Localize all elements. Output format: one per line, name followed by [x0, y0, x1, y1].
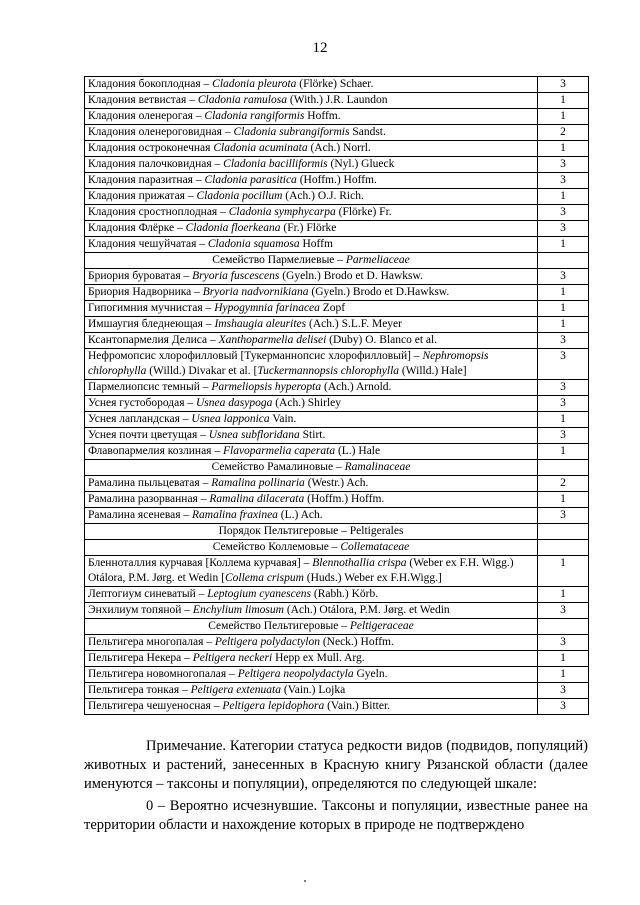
- table-row: [85, 125, 589, 141]
- note-section: [84, 737, 588, 835]
- latin-name: Cladonia symphycarpa: [228, 206, 336, 218]
- status-category-cell: 3: [538, 428, 589, 444]
- status-category-cell: 1: [538, 285, 589, 301]
- latin-name: Usnea subfloridana: [208, 429, 300, 441]
- table-row: [85, 237, 589, 253]
- latin-name: Usnea lapponica: [191, 413, 270, 425]
- author-citation: Gyeln.: [353, 668, 388, 680]
- latin-name: Bryoria nadvornikiana: [202, 286, 309, 298]
- status-category-cell: 1: [538, 651, 589, 667]
- table-row: [85, 651, 589, 667]
- table-row: [85, 556, 589, 587]
- species-table: [84, 76, 589, 715]
- author-citation: (Flörke) Schaer.: [296, 78, 374, 90]
- latin-name: Cladonia pocillum: [196, 190, 283, 202]
- russian-name: Кладония прижатая –: [88, 190, 197, 202]
- status-category-cell: 1: [538, 667, 589, 683]
- species-name-cell: [85, 109, 538, 125]
- latin-name: Bryoria fuscescens: [192, 270, 280, 282]
- russian-name: Семейство Коллемовые –: [212, 541, 341, 553]
- latin-name: Leptogium cyanescens: [207, 588, 312, 600]
- russian-name: Семейство Пельтигеровые –: [208, 620, 350, 632]
- section-title-cell: [85, 460, 538, 476]
- russian-name: Пельтигера новомногопалая –: [88, 668, 238, 680]
- species-name-cell: [85, 349, 538, 380]
- russian-name: Кладония палочковидная –: [88, 158, 224, 170]
- species-name-cell: [85, 492, 538, 508]
- latin-name: Peltigera polydactylon: [214, 636, 320, 648]
- table-row: [85, 173, 589, 189]
- status-category-cell: 1: [538, 587, 589, 603]
- table-row: [85, 603, 589, 619]
- russian-name: Семейство Рамалиновые –: [211, 461, 345, 473]
- author-citation: Hepp ex Mull. Arg.: [272, 652, 365, 664]
- author-citation: (Rabh.) Körb.: [311, 588, 379, 600]
- author-citation: (Weber ex F.H. Wigg.) Otálora, P.M. Jørg. et Wedin [: [88, 557, 514, 584]
- author-citation: (L.) Ach.: [277, 509, 323, 521]
- author-citation: (Flörke) Fr.: [335, 206, 392, 218]
- species-name-cell: [85, 141, 538, 157]
- russian-name: Кладония остроконечная: [88, 142, 214, 154]
- latin-name: Ramalina pollinaria: [211, 477, 305, 489]
- status-category-cell: 3: [538, 683, 589, 699]
- latin-name: Ramalina fraxinea: [192, 509, 278, 521]
- species-name-cell: [85, 125, 538, 141]
- author-citation: (Willd.) Divakar et al. [: [146, 365, 258, 377]
- russian-name: Пельтигера тонкая –: [88, 684, 191, 696]
- species-name-cell: [85, 301, 538, 317]
- table-row: [85, 317, 589, 333]
- table-row: [85, 301, 589, 317]
- russian-name: Бриория буроватая –: [88, 270, 193, 282]
- author-citation: Hoffm: [299, 238, 333, 250]
- species-name-cell: [85, 476, 538, 492]
- latin-name: Peltigera extenuata: [190, 684, 281, 696]
- latin-name: Collemataceae: [340, 541, 410, 553]
- author-citation: (Westr.) Ach.: [304, 477, 369, 489]
- species-name-cell: [85, 683, 538, 699]
- author-citation: (Vain.) Bitter.: [324, 700, 391, 712]
- species-name-cell: [85, 412, 538, 428]
- author-citation: (Vain.) Lojka: [281, 684, 346, 696]
- status-category-cell: 3: [538, 269, 589, 285]
- latin-name: Ramalinaceae: [344, 461, 411, 473]
- status-category-cell: 3: [538, 380, 589, 396]
- status-category-cell: 3: [538, 396, 589, 412]
- russian-name: Уснея почти цветущая –: [88, 429, 209, 441]
- status-category-cell: 1: [538, 412, 589, 428]
- table-row: [85, 428, 589, 444]
- status-category-cell: 3: [538, 173, 589, 189]
- table-row: [85, 667, 589, 683]
- section-header-row: [85, 524, 589, 540]
- species-name-cell: [85, 317, 538, 333]
- status-category-cell: 3: [538, 699, 589, 715]
- species-name-cell: [85, 269, 538, 285]
- latin-name: Blennothallia crispa: [312, 557, 407, 569]
- russian-name: Пельтигера многопалая –: [88, 636, 215, 648]
- author-citation: Zopf: [319, 302, 346, 314]
- table-row: [85, 141, 589, 157]
- russian-name: Лептогиум синеватый –: [88, 588, 208, 600]
- latin-name: Parmeliopsis hyperopta: [211, 381, 322, 393]
- table-row: [85, 205, 589, 221]
- status-category-cell: 3: [538, 603, 589, 619]
- author-citation: (Hoffm.) Hoffm.: [296, 174, 377, 186]
- table-row: [85, 333, 589, 349]
- latin-name: Peltigera neopolydactyla: [237, 668, 354, 680]
- latin-name: Cladonia rangiformis: [204, 110, 305, 122]
- russian-name: Нефромопсис хлорофилловый [Тукерманнопсис хлорофилловый] –: [88, 350, 423, 362]
- latin-name: Enchylium limosum: [192, 604, 284, 616]
- russian-name: Уснея густобородая –: [88, 397, 196, 409]
- russian-name: Рамалина пыльцеватая –: [88, 477, 212, 489]
- latin-name: Peltigera neckeri: [192, 652, 273, 664]
- russian-name: Кладония паразитная –: [88, 174, 205, 186]
- note-paragraph-1: Примечание. Категории статуса редкости видов (подвидов, популяций) животных и растений, занесенных в Красную книгу Рязанской области (далее именуются – таксоны и популяции), определяются по следующей шкале:: [84, 738, 588, 792]
- species-name-cell: [85, 157, 538, 173]
- russian-name: Рамалина ясеневая –: [88, 509, 192, 521]
- russian-name: Имшаугия бледнеющая –: [88, 318, 215, 330]
- page-dot: [304, 880, 306, 882]
- author-citation: (L.) Hale: [335, 445, 381, 457]
- table-row: [85, 221, 589, 237]
- russian-name: Флавопармелия козлиная –: [88, 445, 223, 457]
- russian-name: Ксантопармелия Делиса –: [88, 334, 219, 346]
- russian-name: Пармелиопсис темный –: [88, 381, 212, 393]
- latin-name: Flavoparmelia caperata: [222, 445, 336, 457]
- author-citation: (Ach.) Shirley: [272, 397, 342, 409]
- table-row: [85, 699, 589, 715]
- status-category-cell: 2: [538, 476, 589, 492]
- latin-name: Imshaugia aleurites: [214, 318, 307, 330]
- status-category-cell: 1: [538, 109, 589, 125]
- latin-name: Hypogymnia farinacea: [214, 302, 320, 314]
- table-row: [85, 93, 589, 109]
- synonym-author-citation: (Willd.) Hale]: [399, 365, 467, 377]
- species-table-body: [85, 77, 589, 715]
- synonym-author-citation: (Huds.) Weber ex F.H.Wigg.]: [303, 572, 442, 584]
- russian-name: Кладония чешуйчатая –: [88, 238, 208, 250]
- latin-name: Peltigera lepidophora: [222, 700, 325, 712]
- species-name-cell: [85, 221, 538, 237]
- species-name-cell: [85, 444, 538, 460]
- species-name-cell: [85, 651, 538, 667]
- status-category-cell: 1: [538, 492, 589, 508]
- russian-name: Кладония оленероговидная –: [88, 126, 234, 138]
- section-title-cell: [85, 524, 538, 540]
- species-name-cell: [85, 508, 538, 524]
- russian-name: Семейство Пармелиевые –: [212, 254, 346, 266]
- author-citation: (Hoffm.) Hoffm.: [304, 493, 385, 505]
- author-citation: (With.) J.R. Laundon: [286, 94, 388, 106]
- section-header-row: [85, 253, 589, 269]
- latin-synonym: Collema crispum: [224, 572, 304, 584]
- russian-name: Кладония бокоплодная –: [88, 78, 213, 90]
- species-name-cell: [85, 205, 538, 221]
- russian-name: Рамалина разорванная –: [88, 493, 210, 505]
- russian-name: Энхилиум топяной –: [88, 604, 193, 616]
- status-category-cell: 3: [538, 349, 589, 380]
- status-category-cell: 1: [538, 141, 589, 157]
- table-row: [85, 380, 589, 396]
- species-name-cell: [85, 380, 538, 396]
- species-name-cell: [85, 237, 538, 253]
- table-row: [85, 508, 589, 524]
- author-citation: (Ach.) O.J. Rich.: [282, 190, 364, 202]
- species-name-cell: [85, 635, 538, 651]
- latin-name: Nephromopsis chlorophylla: [88, 350, 489, 377]
- species-name-cell: [85, 603, 538, 619]
- status-category-cell: [538, 540, 589, 556]
- author-citation: (Neck.) Hoffm.: [319, 636, 394, 648]
- status-category-cell: 1: [538, 189, 589, 205]
- latin-name: Xanthoparmelia delisei: [218, 334, 327, 346]
- status-category-cell: 2: [538, 125, 589, 141]
- author-citation: Sandst.: [349, 126, 386, 138]
- table-row: [85, 635, 589, 651]
- author-citation: (Ach.) Otálora, P.M. Jørg. et Wedin: [283, 604, 450, 616]
- russian-name: Порядок Пельтигеровые – Peltigerales: [218, 525, 404, 537]
- status-category-cell: 1: [538, 317, 589, 333]
- status-category-cell: 1: [538, 556, 589, 587]
- latin-synonym: Tuckermannopsis chlorophylla: [257, 365, 400, 377]
- table-row: [85, 77, 589, 93]
- status-category-cell: 3: [538, 635, 589, 651]
- species-name-cell: [85, 396, 538, 412]
- status-category-cell: 1: [538, 93, 589, 109]
- russian-name: Уснея лапландская –: [88, 413, 192, 425]
- status-category-cell: [538, 460, 589, 476]
- species-name-cell: [85, 333, 538, 349]
- latin-name: Cladonia subrangiformis: [233, 126, 350, 138]
- status-category-cell: [538, 253, 589, 269]
- russian-name: Пельтигера чешуеносная –: [88, 700, 223, 712]
- table-row: [85, 285, 589, 301]
- author-citation: Stirt.: [299, 429, 326, 441]
- table-row: [85, 476, 589, 492]
- section-header-row: [85, 619, 589, 635]
- species-name-cell: [85, 77, 538, 93]
- russian-name: Гипогимния мучнистая –: [88, 302, 215, 314]
- russian-name: Кладония сростноплодная –: [88, 206, 229, 218]
- table-row: [85, 157, 589, 173]
- author-citation: (Gyeln.) Brodo et D.Hawksw.: [308, 286, 450, 298]
- status-category-cell: 1: [538, 444, 589, 460]
- page-number: 12: [312, 40, 328, 56]
- status-category-cell: 3: [538, 508, 589, 524]
- table-row: [85, 269, 589, 285]
- latin-name: Parmeliaceae: [345, 254, 410, 266]
- russian-name: Пельтигера Некера –: [88, 652, 193, 664]
- section-title-cell: [85, 540, 538, 556]
- latin-name: Peltigeraceae: [349, 620, 414, 632]
- note-paragraph-2: 0 – Вероятно исчезнувшие. Таксоны и популяции, известные ранее на территории области и нахождение которых в природе не подтверждено: [84, 798, 588, 833]
- species-name-cell: [85, 173, 538, 189]
- author-citation: (Ach.) Arnold.: [321, 381, 392, 393]
- species-name-cell: [85, 556, 538, 587]
- author-citation: Hoffm.: [304, 110, 341, 122]
- latin-name: Cladonia floerkeana: [185, 222, 281, 234]
- table-row: [85, 109, 589, 125]
- table-row: [85, 444, 589, 460]
- latin-name: Cladonia squamosa: [207, 238, 300, 250]
- author-citation: (Nyl.) Glueck: [327, 158, 395, 170]
- latin-name: Cladonia pleurota: [212, 78, 297, 90]
- table-row: [85, 189, 589, 205]
- author-citation: (Ach.) Norrl.: [307, 142, 371, 154]
- latin-name: Ramalina dilacerata: [209, 493, 305, 505]
- table-row: [85, 412, 589, 428]
- russian-name: Кладония ветвистая –: [88, 94, 198, 106]
- status-category-cell: 1: [538, 301, 589, 317]
- table-row: [85, 349, 589, 380]
- table-row: [85, 683, 589, 699]
- status-category-cell: [538, 619, 589, 635]
- status-category-cell: 3: [538, 157, 589, 173]
- russian-name: Бленноталлия курчавая [Коллема курчавая] –: [88, 557, 313, 569]
- status-category-cell: 1: [538, 237, 589, 253]
- status-category-cell: 3: [538, 77, 589, 93]
- author-citation: (Gyeln.) Brodo et D. Hawksw.: [279, 270, 423, 282]
- author-citation: (Duby) O. Blanco et al.: [326, 334, 438, 346]
- species-name-cell: [85, 285, 538, 301]
- russian-name: Кладония Флёрке –: [88, 222, 186, 234]
- species-name-cell: [85, 93, 538, 109]
- status-category-cell: 3: [538, 205, 589, 221]
- latin-name: Usnea dasypoga: [196, 397, 273, 409]
- section-header-row: [85, 540, 589, 556]
- status-category-cell: 3: [538, 221, 589, 237]
- russian-name: Кладония оленерогая –: [88, 110, 205, 122]
- status-category-cell: 3: [538, 333, 589, 349]
- table-row: [85, 396, 589, 412]
- author-citation: (Ach.) S.L.F. Meyer: [306, 318, 402, 330]
- author-citation: Vain.: [269, 413, 297, 425]
- species-name-cell: [85, 428, 538, 444]
- author-citation: (Fr.) Flörke: [280, 222, 337, 234]
- latin-name: Cladonia ramulosa: [197, 94, 287, 106]
- table-row: [85, 587, 589, 603]
- species-name-cell: [85, 667, 538, 683]
- section-title-cell: [85, 253, 538, 269]
- latin-name: Cladonia bacilliformis: [223, 158, 328, 170]
- section-header-row: [85, 460, 589, 476]
- latin-name: Cladonia acuminata: [213, 142, 308, 154]
- status-category-cell: [538, 524, 589, 540]
- russian-name: Бриория Надворника –: [88, 286, 203, 298]
- section-title-cell: [85, 619, 538, 635]
- table-row: [85, 492, 589, 508]
- species-name-cell: [85, 587, 538, 603]
- latin-name: Cladonia parasitica: [204, 174, 297, 186]
- species-name-cell: [85, 699, 538, 715]
- species-name-cell: [85, 189, 538, 205]
